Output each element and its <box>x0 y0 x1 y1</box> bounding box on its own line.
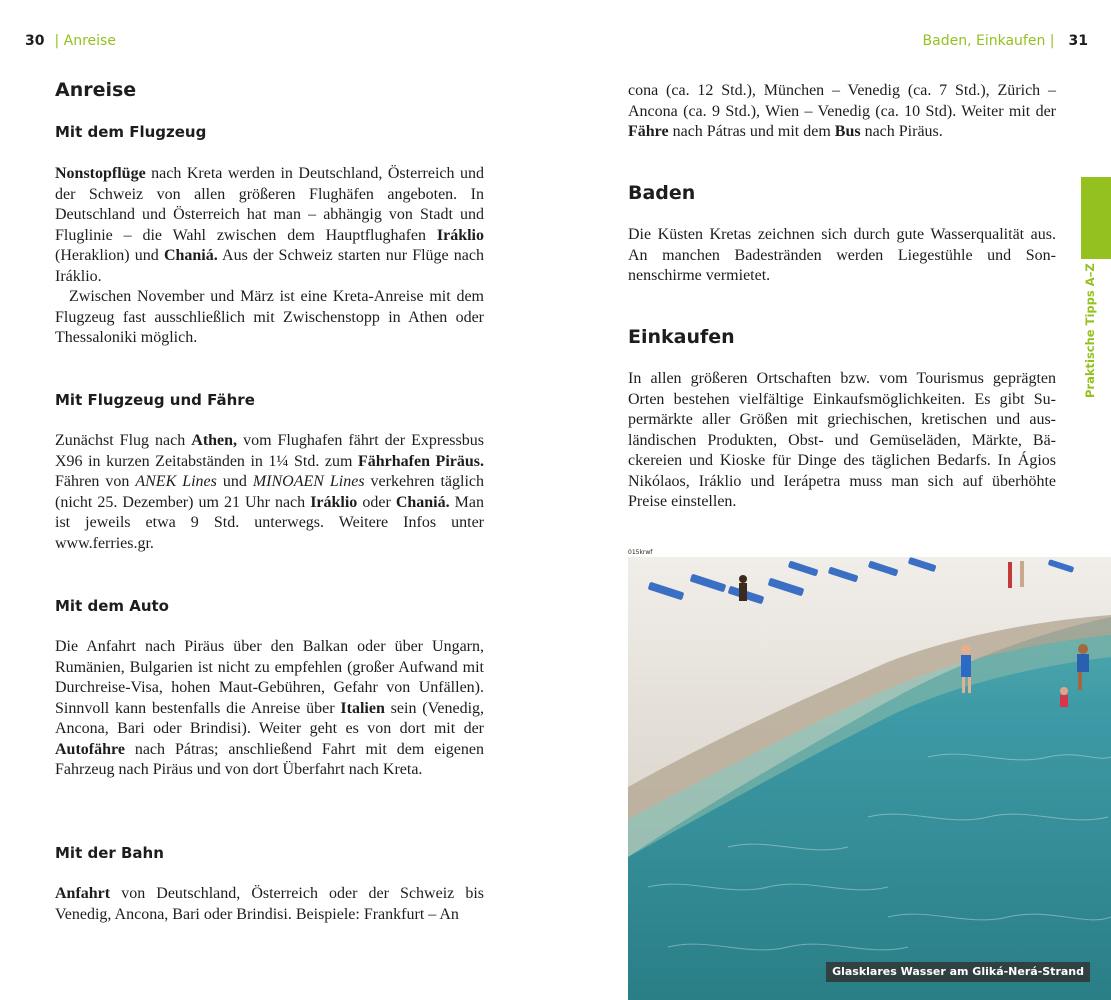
bold-term: Chaniá. <box>395 493 450 511</box>
bold-term: Fähre <box>628 123 669 140</box>
body-text: Man ist jeweils etwa 9 Std. unterwegs. Weitere Infos unter www.ferries.gr. <box>55 493 484 552</box>
paragraph-einkaufen: In allen größeren Ortschaften bzw. vom Tourismus geprägten Orten bestehen vielfältige Einkaufsmöglichkeiten. Es gibt Supermärkte aller Größen mit griechischen, kretischen und ausländischen Produkten, Obst- und Gemüseläden, Märkte, Bäckereien und Kioske für Dinge des täglichen Bedarfs. In Ágios Nikólaos, Iráklio und Ierápetra muss man sich auf überhöhte Preise einstellen. <box>628 370 1056 510</box>
chapter-tab-label: Praktische Tipps A–Z <box>1083 263 1097 398</box>
left-page-number: 30 <box>25 33 45 49</box>
paragraph-baden: Die Küsten Kretas zeichnen sich durch gute Wasserqualität aus. An manchen Badestränden werden Liegestühle und Sonnenschirme vermietet. <box>628 226 1056 284</box>
left-section-title: | Anreise <box>54 33 116 49</box>
bold-term: Chaniá. <box>163 247 218 264</box>
body-text: Fähren von <box>55 473 136 490</box>
page-title: Anreise <box>55 79 137 101</box>
body-text: nach Kreta werden in Deutschland, Österreich und der Schweiz von allen größeren Flughäfen angeboten. In Deutschland und Österreich hat man – abhängig von Stadt und Fluglinie – die Wahl zwischen dem Hauptflughafen <box>55 165 484 244</box>
right-section-title: Baden, Einkaufen | <box>922 33 1055 49</box>
bold-term: Italien <box>340 699 385 717</box>
body-text: Zwischen November und März ist eine Kreta-Anreise mit dem Flugzeug fast ausschließlich mit Zwischenstopp in Athen oder Thessaloniki möglich. <box>55 288 484 346</box>
paragraph-bahn-continued <box>628 81 1056 143</box>
body-text: Zunächst Flug nach <box>55 432 192 449</box>
heading-flugzeug-faehre: Mit Flugzeug und Fähre <box>55 391 255 409</box>
body-text: verkehren täglich (nicht 25. Dezember) um 21 Uhr nach <box>55 473 485 511</box>
body-text: nach Pátras und mit dem <box>668 123 835 140</box>
bold-term: Autofähre <box>55 740 125 758</box>
bold-term: Iráklio <box>436 226 484 244</box>
italic-term: ANEK Lines <box>135 473 217 490</box>
heading-bahn: Mit der Bahn <box>55 844 164 862</box>
paragraph-faehre <box>55 431 484 554</box>
body-text: sein (Venedig, Ancona, Bari oder Brindisi). Weiter geht es von dort mit der <box>55 699 485 737</box>
body-text: und <box>216 473 253 490</box>
left-running-header <box>25 32 116 50</box>
beach-illustration <box>628 557 1111 1000</box>
right-page-number: 31 <box>1068 33 1088 49</box>
photo-caption: Glasklares Wasser am Gliká-Nerá-Strand <box>826 962 1090 982</box>
heading-auto: Mit dem Auto <box>55 597 169 615</box>
italic-term: MINOAEN Lines <box>252 473 365 490</box>
body-text: von Deutschland, Österreich oder der Schweiz bis Venedig, Ancona, Bari oder Brindisi. Beispiele: Frankfurt – An <box>55 885 484 923</box>
body-text: nach Piräus. <box>860 123 943 140</box>
body-text: nach Pátras; anschließend Fahrt mit dem eigenen Fahrzeug nach Piräus und von dort Überfahrt nach Kreta. <box>55 740 484 778</box>
bold-term: Fährhafen Piräus. <box>358 452 484 470</box>
bold-term: Bus <box>834 123 861 140</box>
photo-credit: 015krwf <box>628 549 653 556</box>
right-running-header <box>923 32 1088 50</box>
body-text: oder <box>357 493 396 511</box>
body-text: Die Anfahrt nach Piräus über den Balkan oder über Ungarn, Rumänien, Bulgarien ist nicht zu empfehlen (großer Aufwand mit Durchreise-Visa, hohen Maut-Gebühren, Gefahr von Unfällen). Sinnvoll kann bestenfalls die Anreise über <box>55 638 484 717</box>
heading-baden: Baden <box>628 182 696 204</box>
body-text: (Heraklion) und <box>55 247 164 264</box>
beach-photo <box>628 557 1111 1000</box>
paragraph-flugzeug <box>55 164 484 349</box>
bold-term: Iráklio <box>310 493 358 511</box>
body-text: cona (ca. 12 Std.), München – Venedig (ca. 7 Std.), Zürich – Ancona (ca. 9 Std.), Wien – Venedig (ca. 10 Std). Weiter mit der <box>628 82 1056 120</box>
paragraph-bahn <box>55 884 484 925</box>
heading-einkaufen: Einkaufen <box>628 326 735 348</box>
bold-term: Anfahrt <box>55 885 111 902</box>
bold-term: Nonstopflüge <box>55 165 146 182</box>
heading-flugzeug: Mit dem Flugzeug <box>55 123 207 141</box>
body-text: Aus der Schweiz starten nur Flüge nach Iráklio. <box>55 247 484 285</box>
bold-term: Athen, <box>191 432 238 449</box>
paragraph-auto <box>55 637 484 781</box>
body-text: vom Flughafen fährt der Expressbus X96 in kurzen Zeitabständen in 1¼ Std. zum <box>55 432 484 470</box>
